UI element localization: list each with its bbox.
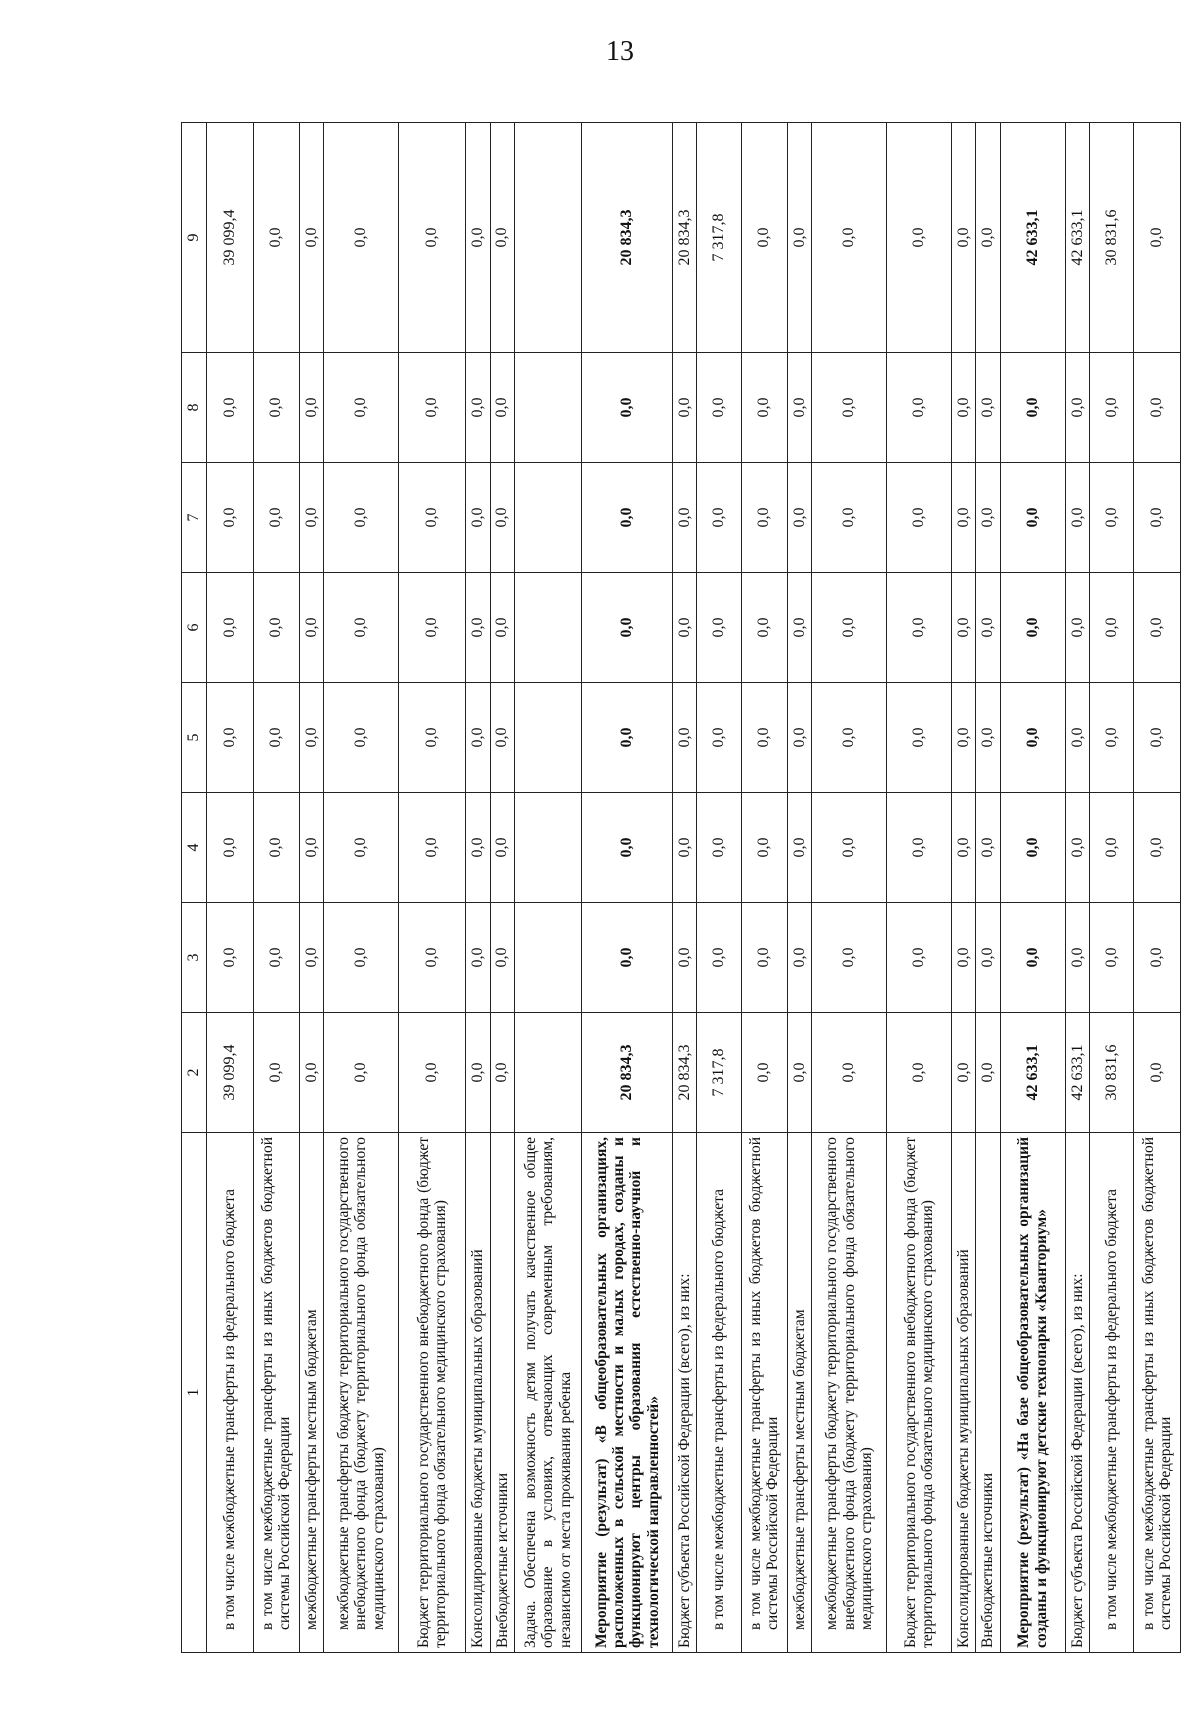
table-row [886, 123, 951, 1653]
cell-col-8: 0,0 [1134, 353, 1181, 463]
cell-col-4: 0,0 [324, 793, 398, 903]
cell-col-7: 0,0 [1000, 463, 1065, 573]
cell-col-8: 0,0 [1090, 353, 1134, 463]
table-row [812, 123, 886, 1653]
cell-col-2: 0,0 [952, 1013, 976, 1133]
cell-col-6: 0,0 [1134, 573, 1181, 683]
cell-col-6: 0,0 [952, 573, 976, 683]
cell-col-6: 0,0 [253, 573, 300, 683]
cell-col-7: 0,0 [952, 463, 976, 573]
cell-col-7: 0,0 [207, 463, 254, 573]
cell-col-3: 0,0 [466, 903, 490, 1013]
table-body [207, 123, 1181, 1653]
cell-col-2: 0,0 [788, 1013, 812, 1133]
cell-col-9: 0,0 [253, 123, 300, 353]
row-label: Мероприятие (результат) «В общеобразовательных организациях, расположенных в сельской местности и малых городах, созданы и функционируют центры образования естественно-научной и технологической направленностей» [582, 1133, 673, 1653]
cell-col-4: 0,0 [207, 793, 254, 903]
cell-col-9: 0,0 [466, 123, 490, 353]
cell-col-3: 0,0 [812, 903, 886, 1013]
cell-col-8: 0,0 [812, 353, 886, 463]
column-header-6: 6 [182, 573, 207, 683]
column-header-4: 4 [182, 793, 207, 903]
cell-col-7: 0,0 [812, 463, 886, 573]
row-label: в том числе межбюджетные трансферты из иных бюджетов бюджетной системы Российской Федерации [253, 1133, 300, 1653]
row-label: Бюджет субъекта Российской Федерации (всего), из них: [673, 1133, 697, 1653]
cell-col-5: 0,0 [886, 683, 951, 793]
cell-col-2: 0,0 [490, 1013, 514, 1133]
cell-col-4: 0,0 [812, 793, 886, 903]
cell-col-5 [514, 683, 581, 793]
cell-col-4: 0,0 [673, 793, 697, 903]
cell-col-6: 0,0 [324, 573, 398, 683]
cell-col-5: 0,0 [466, 683, 490, 793]
cell-col-3: 0,0 [1090, 903, 1134, 1013]
cell-col-2: 30 831,6 [1090, 1013, 1134, 1133]
table-row [952, 123, 976, 1653]
row-label: Внебюджетные источники [490, 1133, 514, 1653]
table-row [253, 123, 300, 1653]
cell-col-4: 0,0 [1090, 793, 1134, 903]
cell-col-7: 0,0 [741, 463, 788, 573]
table-row [1090, 123, 1134, 1653]
cell-col-7: 0,0 [490, 463, 514, 573]
cell-col-3: 0,0 [741, 903, 788, 1013]
table-row [1000, 123, 1065, 1653]
cell-col-5: 0,0 [253, 683, 300, 793]
cell-col-8: 0,0 [300, 353, 324, 463]
cell-col-4 [514, 793, 581, 903]
table-row [1134, 123, 1181, 1653]
cell-col-7: 0,0 [697, 463, 741, 573]
cell-col-6: 0,0 [1000, 573, 1065, 683]
cell-col-3: 0,0 [324, 903, 398, 1013]
cell-col-3: 0,0 [976, 903, 1000, 1013]
cell-col-7: 0,0 [1134, 463, 1181, 573]
cell-col-6: 0,0 [886, 573, 951, 683]
cell-col-4: 0,0 [886, 793, 951, 903]
cell-col-2: 0,0 [324, 1013, 398, 1133]
row-label: Мероприятие (результат) «На базе общеобразовательных организаций созданы и функционируют детские технопарки «Кванториум» [1000, 1133, 1065, 1653]
row-label: Консолидированные бюджеты муниципальных образований [952, 1133, 976, 1653]
cell-col-8: 0,0 [886, 353, 951, 463]
cell-col-6: 0,0 [673, 573, 697, 683]
cell-col-5: 0,0 [952, 683, 976, 793]
cell-col-3: 0,0 [952, 903, 976, 1013]
cell-col-2: 0,0 [886, 1013, 951, 1133]
cell-col-2: 20 834,3 [673, 1013, 697, 1133]
cell-col-8 [514, 353, 581, 463]
cell-col-8: 0,0 [1000, 353, 1065, 463]
table-row [1065, 123, 1089, 1653]
cell-col-6: 0,0 [697, 573, 741, 683]
cell-col-4: 0,0 [1000, 793, 1065, 903]
cell-col-9: 42 633,1 [1065, 123, 1089, 353]
cell-col-4: 0,0 [1134, 793, 1181, 903]
cell-col-3: 0,0 [398, 903, 465, 1013]
cell-col-3: 0,0 [300, 903, 324, 1013]
table-row [207, 123, 254, 1653]
table-row [788, 123, 812, 1653]
cell-col-3: 0,0 [490, 903, 514, 1013]
cell-col-5: 0,0 [812, 683, 886, 793]
cell-col-2: 0,0 [741, 1013, 788, 1133]
cell-col-5: 0,0 [1134, 683, 1181, 793]
cell-col-4: 0,0 [788, 793, 812, 903]
cell-col-3: 0,0 [1000, 903, 1065, 1013]
table-row [582, 123, 673, 1653]
cell-col-2: 0,0 [976, 1013, 1000, 1133]
cell-col-7: 0,0 [324, 463, 398, 573]
cell-col-2: 0,0 [253, 1013, 300, 1133]
cell-col-3: 0,0 [253, 903, 300, 1013]
cell-col-9: 0,0 [490, 123, 514, 353]
table-row [697, 123, 741, 1653]
cell-col-3: 0,0 [1134, 903, 1181, 1013]
cell-col-7: 0,0 [582, 463, 673, 573]
table-row [976, 123, 1000, 1653]
cell-col-8: 0,0 [741, 353, 788, 463]
cell-col-7: 0,0 [788, 463, 812, 573]
cell-col-8: 0,0 [324, 353, 398, 463]
cell-col-4: 0,0 [741, 793, 788, 903]
cell-col-7: 0,0 [673, 463, 697, 573]
table-row [324, 123, 398, 1653]
row-label: Внебюджетные источники [976, 1133, 1000, 1653]
row-label: межбюджетные трансферты бюджету территориального государственного внебюджетного фонда (бюджету территориального фонда обязательного медицинского страхования) [324, 1133, 398, 1653]
cell-col-5: 0,0 [1065, 683, 1089, 793]
column-header-5: 5 [182, 683, 207, 793]
cell-col-3: 0,0 [207, 903, 254, 1013]
row-label: в том числе межбюджетные трансферты из иных бюджетов бюджетной системы Российской Федерации [741, 1133, 788, 1653]
cell-col-9: 20 834,3 [673, 123, 697, 353]
cell-col-9: 20 834,3 [582, 123, 673, 353]
cell-col-5: 0,0 [1000, 683, 1065, 793]
cell-col-3: 0,0 [886, 903, 951, 1013]
cell-col-4: 0,0 [952, 793, 976, 903]
cell-col-4: 0,0 [976, 793, 1000, 903]
cell-col-7: 0,0 [300, 463, 324, 573]
row-label: Бюджет территориального государственного внебюджетного фонда (бюджет территориального фонда обязательного медицинского страхования) [398, 1133, 465, 1653]
cell-col-8: 0,0 [490, 353, 514, 463]
cell-col-2: 0,0 [300, 1013, 324, 1133]
cell-col-8: 0,0 [1065, 353, 1089, 463]
rotated-table-container [181, 123, 1181, 1653]
cell-col-3: 0,0 [1065, 903, 1089, 1013]
row-label: в том числе межбюджетные трансферты из иных бюджетов бюджетной системы Российской Федерации [1134, 1133, 1181, 1653]
cell-col-9: 0,0 [398, 123, 465, 353]
table-row [741, 123, 788, 1653]
table-row [673, 123, 697, 1653]
cell-col-9: 0,0 [952, 123, 976, 353]
budget-table [181, 122, 1181, 1653]
cell-col-5: 0,0 [741, 683, 788, 793]
cell-col-2 [514, 1013, 581, 1133]
table-row [398, 123, 465, 1653]
row-label: Бюджет субъекта Российской Федерации (всего), из них: [1065, 1133, 1089, 1653]
cell-col-5: 0,0 [300, 683, 324, 793]
cell-col-8: 0,0 [697, 353, 741, 463]
cell-col-5: 0,0 [697, 683, 741, 793]
cell-col-3 [514, 903, 581, 1013]
row-label: межбюджетные трансферты местным бюджетам [788, 1133, 812, 1653]
cell-col-7: 0,0 [466, 463, 490, 573]
cell-col-2: 42 633,1 [1000, 1013, 1065, 1133]
cell-col-8: 0,0 [952, 353, 976, 463]
cell-col-9: 0,0 [812, 123, 886, 353]
column-header-3: 3 [182, 903, 207, 1013]
cell-col-2: 20 834,3 [582, 1013, 673, 1133]
cell-col-3: 0,0 [582, 903, 673, 1013]
cell-col-7: 0,0 [976, 463, 1000, 573]
cell-col-9: 0,0 [300, 123, 324, 353]
cell-col-4: 0,0 [1065, 793, 1089, 903]
cell-col-9: 42 633,1 [1000, 123, 1065, 353]
cell-col-6: 0,0 [582, 573, 673, 683]
cell-col-5: 0,0 [398, 683, 465, 793]
cell-col-9: 39 099,4 [207, 123, 254, 353]
cell-col-6: 0,0 [490, 573, 514, 683]
cell-col-5: 0,0 [1090, 683, 1134, 793]
cell-col-6: 0,0 [788, 573, 812, 683]
cell-col-9 [514, 123, 581, 353]
column-header-7: 7 [182, 463, 207, 573]
cell-col-9: 0,0 [886, 123, 951, 353]
cell-col-6: 0,0 [1090, 573, 1134, 683]
cell-col-7: 0,0 [398, 463, 465, 573]
table-row [490, 123, 514, 1653]
cell-col-8: 0,0 [253, 353, 300, 463]
cell-col-3: 0,0 [673, 903, 697, 1013]
page-number: 13 [606, 36, 634, 67]
row-label: в том числе межбюджетные трансферты из федерального бюджета [697, 1133, 741, 1653]
cell-col-4: 0,0 [253, 793, 300, 903]
cell-col-8: 0,0 [673, 353, 697, 463]
cell-col-2: 39 099,4 [207, 1013, 254, 1133]
cell-col-6: 0,0 [1065, 573, 1089, 683]
cell-col-5: 0,0 [582, 683, 673, 793]
cell-col-5: 0,0 [324, 683, 398, 793]
cell-col-3: 0,0 [788, 903, 812, 1013]
cell-col-8: 0,0 [976, 353, 1000, 463]
cell-col-4: 0,0 [582, 793, 673, 903]
cell-col-9: 0,0 [1134, 123, 1181, 353]
row-label: межбюджетные трансферты бюджету территориального государственного внебюджетного фонда (бюджету территориального фонда обязательного медицинского страхования) [812, 1133, 886, 1653]
cell-col-2: 42 633,1 [1065, 1013, 1089, 1133]
cell-col-4: 0,0 [300, 793, 324, 903]
cell-col-8: 0,0 [398, 353, 465, 463]
cell-col-9: 0,0 [788, 123, 812, 353]
column-header-1: 1 [182, 1133, 207, 1653]
cell-col-7: 0,0 [253, 463, 300, 573]
column-header-2: 2 [182, 1013, 207, 1133]
cell-col-9: 30 831,6 [1090, 123, 1134, 353]
cell-col-5: 0,0 [207, 683, 254, 793]
column-header-8: 8 [182, 353, 207, 463]
cell-col-9: 0,0 [976, 123, 1000, 353]
cell-col-8: 0,0 [582, 353, 673, 463]
cell-col-7 [514, 463, 581, 573]
cell-col-6: 0,0 [466, 573, 490, 683]
cell-col-6: 0,0 [812, 573, 886, 683]
cell-col-2: 0,0 [1134, 1013, 1181, 1133]
cell-col-9: 7 317,8 [697, 123, 741, 353]
cell-col-8: 0,0 [207, 353, 254, 463]
table-row [514, 123, 581, 1653]
row-label: в том числе межбюджетные трансферты из федерального бюджета [207, 1133, 254, 1653]
cell-col-9: 0,0 [324, 123, 398, 353]
cell-col-5: 0,0 [673, 683, 697, 793]
cell-col-2: 0,0 [812, 1013, 886, 1133]
row-label: в том числе межбюджетные трансферты из федерального бюджета [1090, 1133, 1134, 1653]
cell-col-6: 0,0 [976, 573, 1000, 683]
table-row [466, 123, 490, 1653]
cell-col-7: 0,0 [886, 463, 951, 573]
cell-col-4: 0,0 [466, 793, 490, 903]
table-header-row [182, 123, 207, 1653]
row-label: межбюджетные трансферты местным бюджетам [300, 1133, 324, 1653]
cell-col-3: 0,0 [697, 903, 741, 1013]
cell-col-2: 0,0 [466, 1013, 490, 1133]
column-header-9: 9 [182, 123, 207, 353]
cell-col-6 [514, 573, 581, 683]
cell-col-2: 0,0 [398, 1013, 465, 1133]
cell-col-4: 0,0 [398, 793, 465, 903]
cell-col-4: 0,0 [490, 793, 514, 903]
cell-col-9: 0,0 [741, 123, 788, 353]
cell-col-8: 0,0 [788, 353, 812, 463]
cell-col-5: 0,0 [490, 683, 514, 793]
row-label: Консолидированные бюджеты муниципальных образований [466, 1133, 490, 1653]
cell-col-6: 0,0 [741, 573, 788, 683]
cell-col-5: 0,0 [788, 683, 812, 793]
row-label: Задача. Обеспечена возможность детям получать качественное общее образование в условиях, отвечающих современным требованиям, независимо от места проживания ребенка [514, 1133, 581, 1653]
cell-col-6: 0,0 [207, 573, 254, 683]
table-row [300, 123, 324, 1653]
cell-col-7: 0,0 [1065, 463, 1089, 573]
cell-col-8: 0,0 [466, 353, 490, 463]
cell-col-6: 0,0 [398, 573, 465, 683]
row-label: Бюджет территориального государственного внебюджетного фонда (бюджет территориального фонда обязательного медицинского страхования) [886, 1133, 951, 1653]
cell-col-7: 0,0 [1090, 463, 1134, 573]
cell-col-6: 0,0 [300, 573, 324, 683]
cell-col-4: 0,0 [697, 793, 741, 903]
cell-col-2: 7 317,8 [697, 1013, 741, 1133]
cell-col-5: 0,0 [976, 683, 1000, 793]
